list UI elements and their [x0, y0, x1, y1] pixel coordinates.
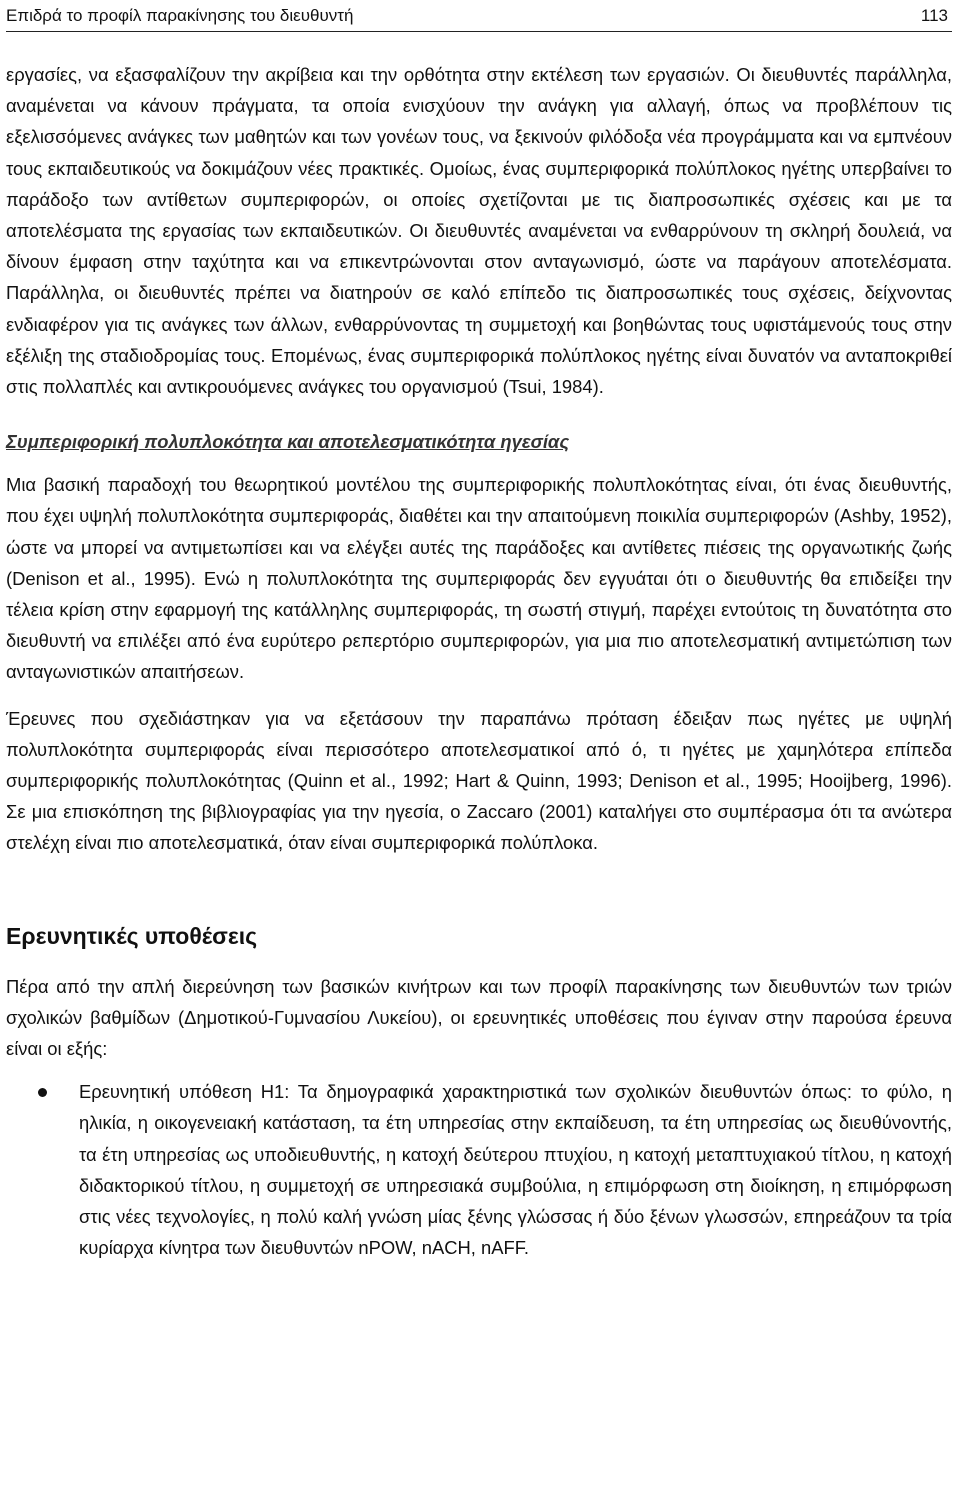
paragraph-hypotheses-intro: Πέρα από την απλή διερεύνηση των βασικών κινήτρων και των προφίλ παρακίνησης των διευθυντών των τριών σχολικών βαθμίδων (Δημοτικού-Γυμνασίου Λυκείου), οι ερευνητικές υποθέσεις που έγιναν στην παρούσα έρευνα είναι οι εξής:	[6, 975, 952, 1060]
paragraph-behavioral-complexity: Μια βασική παραδοχή του θεωρητικού μοντέλου της συμπεριφορικής πολυπλοκότητας είναι, ότι ένας διευθυντής, που έχει υψηλή πολυπλοκότητα συμπεριφοράς, διαθέτει και την απαιτούμενη ποικιλία συμπεριφορών (Ashby, 1952), ώστε να μπορεί να αντιμετωπίσει και να ελέγξει αυτές της παράδοξες και αντίθετες πιέσεις της οργανωτικής ζωής (Denison et al., 1995). Ενώ η πολυπλοκότητα της συμπεριφοράς δεν εγγυάται ότι ο διευθυντής θα επιδείξει την τέλεια κρίση στην εφαρμογή της κατάλληλης συμπεριφοράς, τη σωστή στιγμή, παρέχει εντούτοις τη δυνατότητα στο διευθυντή να επιλέξει από ένα ευρύτερο ρεπερτόριο συμπεριφορών, για μια πιο αποτελεσματική αντιμετώπιση των ανταγωνιστικών απαιτήσεων.	[6, 474, 952, 683]
section-heading: Ερευνητικές υποθέσεις	[6, 922, 258, 949]
page-number: 113	[920, 6, 948, 25]
paragraph-continuation: εργασίες, να εξασφαλίζουν την ακρίβεια και την ορθότητα στην εκτέλεση των εργασιών. Οι διευθυντές παράλληλα, αναμένεται να κάνουν πράγματα, τα οποία ενισχύουν την ανάγκη για αλλαγή, όπως να προβλέπουν τις εξελισσόμενες ανάγκες των μαθητών και των γονέων τους, να ξεκινούν φιλόδοξα νέα προγράμματα και να εμπνέουν τους εκπαιδευτικούς να δοκιμάζουν νέες πρακτικές. Ομοίως, ένας συμπεριφορικά πολύπλοκος ηγέτης υπερβαίνει το παράδοξο των αντίθετων συμπεριφορών, οι οποίες σχετίζονται με τις διαπροσωπικές σχέσεις και με τα αποτελέσματα της εργασίας των εκπαιδευτικών. Οι διευθυντές αναμένεται να ενθαρρύνουν τη σκληρή δουλειά, να δίνουν έμφαση στην ταχύτητα και να επικεντρώνονται στον ανταγωνισμό, ώστε να παράγουν αποτελέσματα. Παράλληλα, οι διευθυντές πρέπει να διατηρούν σε καλό επίπεδο τις διαπροσωπικές τους σχέσεις, δείχνοντας ενδιαφέρον για τις ανάγκες των άλλων, ενθαρρύνοντας τη συμμετοχή και βοηθώντας τους υφιστάμενούς τους στην εξέλιξη της σταδιοδρομίας τους. Επομένως, ένας συμπεριφορικά πολύπλοκος ηγέτης είναι δυνατόν να ανταποκριθεί στις πολλαπλές και αντικρουόμενες ανάγκες του οργανισμού (Tsui, 1984).	[6, 64, 952, 398]
hypothesis-text: Ερευνητική υπόθεση Η1: Τα δημογραφικά χαρακτηριστικά των σχολικών διευθυντών όπως: το φύλο, η ηλικία, η οικογενειακή κατάσταση, τα έτη υπηρεσίας στην εκπαίδευση, τα έτη υπηρεσίας ως διευθύνοντής, τα έτη υπηρεσίας ως υποδιευθυντής, η κατοχή δεύτερου πτυχίου, η κατοχή μεταπτυχιακού τίτλου, η κατοχή διδακτορικού τίτλου, η συμμετοχή σε υπηρεσιακά συμβούλια, η επιμόρφωση στη διοίκηση, η επιμόρφωση στις νέες τεχνολογίες, η πολύ καλή γνώση μίας ξένης γλώσσας ή δύο ξένων γλωσσών, επηρεάζουν τα τρία κυρίαρχα κίνητρα των διευθυντών nPOW, nACH, nAFF.	[79, 1081, 952, 1259]
list-item	[6, 1076, 952, 1263]
running-header-title: Επιδρά το προφίλ παρακίνησης του διευθυντή	[6, 6, 354, 25]
bullet-icon	[38, 1088, 47, 1097]
subsection-heading: Συμπεριφορική πολυπλοκότητα και αποτελεσματικότητα ηγεσίας	[6, 431, 570, 453]
paragraph-research-evidence: Έρευνες που σχεδιάστηκαν για να εξετάσουν την παραπάνω πρόταση έδειξαν πως ηγέτες με υψηλή πολυπλοκότητα συμπεριφοράς είναι περισσότερο αποτελεσματικοί από ό, τι ηγέτες με χαμηλότερα επίπεδα συμπεριφορικής πολυπλοκότητας (Quinn et al., 1992; Hart & Quinn, 1993; Denison et al., 1995; Hooijberg, 1996). Σε μια επισκόπηση της βιβλιογραφίας για την ηγεσία, ο Zaccaro (2001) καταλήγει στο συμπέρασμα ότι τα ανώτερα στελέχη είναι πιο αποτελεσματικά, όταν είναι συμπεριφορικά πολύπλοκα.	[6, 707, 952, 854]
running-header	[6, 2, 952, 32]
document-page	[6, 0, 952, 1264]
hypotheses-list	[6, 1076, 952, 1263]
